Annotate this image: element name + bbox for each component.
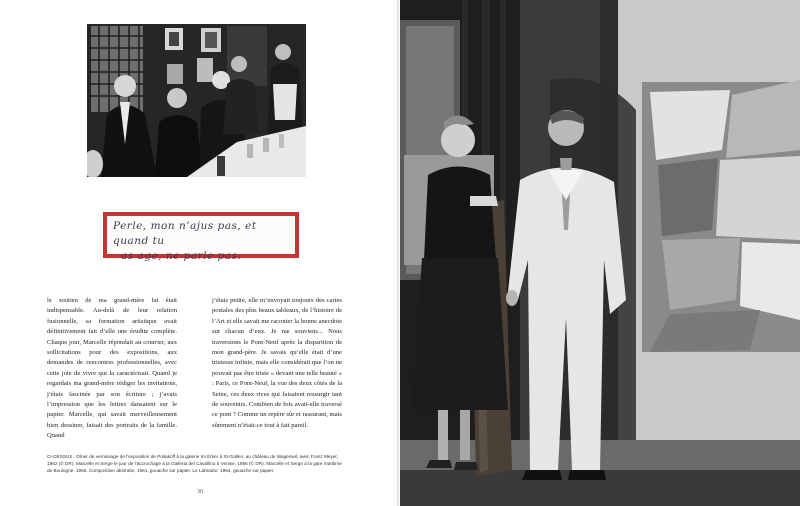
dinner-photo-drawing xyxy=(87,24,306,177)
studio-photo-drawing xyxy=(400,0,800,506)
handwritten-note-line-2: as age, ne parle pas. xyxy=(121,250,242,262)
handwritten-note-line-1: Perle, mon n’ajus pas, et quand tu xyxy=(113,220,257,247)
photo-caption: CI-DESSUS : Dîner de vernissage de l’exposition de Poliakoff à la galerie Im Erker à St-Gallen, au château de Wagenwil, avec Franz Meyer, 1962 (© DR). Marcelle et Serge le jour de l’accrochage à la Galleria del Cavallino à Venise, 1956 (© DR). Marcelle et Serge à la gare maritime de Boulogne, 1956. Composition abstraite, 1961, gouache sur papier. Le Labrador, 1964, gouache sur papier. xyxy=(47,454,342,473)
body-text-column-2: j’étais petite, elle m’envoyait toujours des cartes postales des plus beaux tableaux, de l’histoire de l’Art et elle savait me raconter la bonne anecdote sur chacun d’eux. Je me souviens... Nous traversions le Pont-Neuf après la disparition de mon grand-père. Je savais qu’elle était d’une tristesse infinie, mais elle considérait que l’on ne pouvait pas être triste « devant une telle beauté » : Paris, ce Pont-Neuf, la vue des deux côtés de la Seine, ces deux rives qui faisaient ressurgir tant de souvenirs. Combien de fois avait-elle traversé ce pont ? Comme un repère sûr et rassurant, mais sûrement n’était-ce tout à fait pareil. xyxy=(212,297,343,429)
studio-photo xyxy=(400,0,800,506)
body-text-column-1: le soutien de ma grand-mère lui était indispensable. Au-delà de leur relation fusionnelle, sa formation artistique avait définitivement fait d’elle une érudite complète. Chaque jour, Marcelle répondait au courrier, aux sollicitations pour des expositions, aux demandes de rencontres professionnelles, avec cette joie de vivre qui la caractérisait. Quand je regardais ma grand-mère rédiger les invitations, j’étais fascinée par son écriture ; j’avais l’impression que les lettres dansaient sur le papier. Marcelle, qui savait merveilleusement bien dessiner, faisait des portraits de la famille. Quand xyxy=(47,297,177,440)
page-number: 30 xyxy=(197,489,203,495)
handwritten-note xyxy=(103,212,299,262)
left-page xyxy=(0,0,398,506)
dinner-photo xyxy=(87,24,306,177)
handwritten-note-text xyxy=(113,219,295,264)
